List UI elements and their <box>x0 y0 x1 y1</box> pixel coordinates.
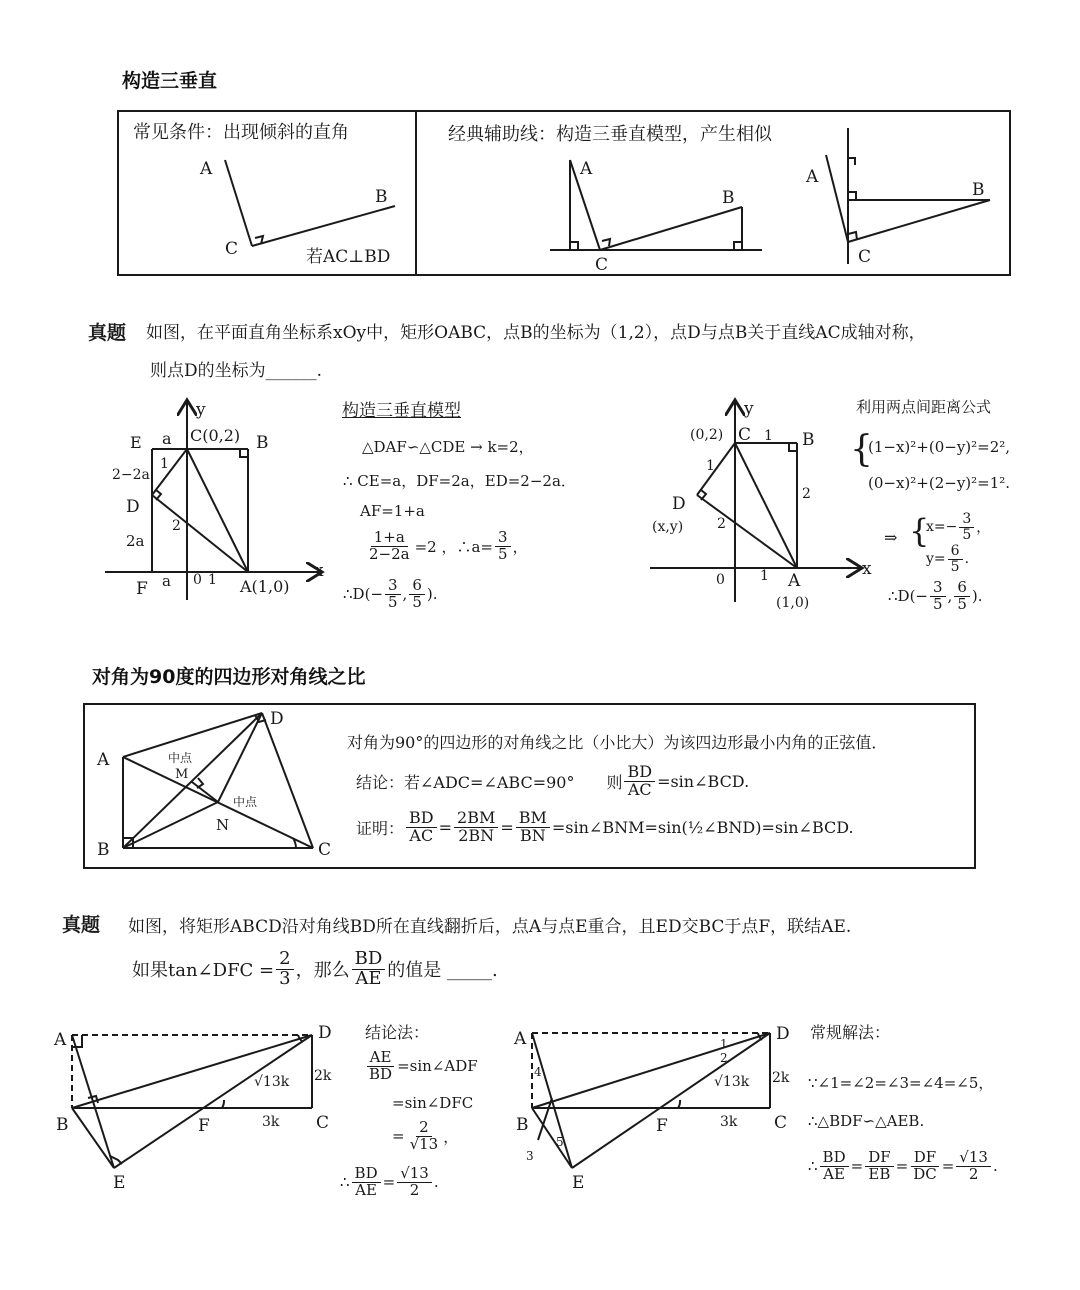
f3-side: 2k <box>314 1068 332 1084</box>
fig2-zero: 0 <box>716 572 725 588</box>
condition-text: 若AC⊥BD <box>306 247 391 267</box>
q-N: N <box>216 816 230 834</box>
fig0-label-A: A <box>200 159 213 179</box>
fig2-C: C <box>738 425 752 445</box>
f3-C: C <box>316 1113 330 1133</box>
fig0-label-C: C <box>225 239 239 259</box>
fig1-F: F <box>136 579 148 599</box>
box-right-text: 经典辅助线：构造三垂直模型，产生相似 <box>448 124 772 145</box>
f3-E: E <box>113 1173 126 1193</box>
problem2-line1: 如图，将矩形ABCD沿对角线BD所在直线翻折后，点A与点E重合，且ED交BC于点F，联结AE. <box>128 917 852 937</box>
fig1s-label-A: A <box>580 159 593 179</box>
problem1-line1: 如图，在平面直角坐标系xOy中，矩形OABC，点B的坐标为（1,2），点D与点B关于直线AC成轴对称， <box>146 323 926 343</box>
method3-heading: 结论法： <box>365 1023 430 1042</box>
fig2s-label-A: A <box>806 167 819 187</box>
f4-D: D <box>776 1024 790 1044</box>
f3-base: 3k <box>262 1114 280 1130</box>
box-left-text: 常见条件：出现倾斜的直角 <box>133 122 349 143</box>
fig2-two: 2 <box>717 516 726 532</box>
method2-ans: ∴D(− $\frac{3}{5}$ , $\frac{6}{5}$ ). <box>888 578 983 613</box>
q-A: A <box>97 750 110 770</box>
q-D: D <box>270 709 284 729</box>
fig2-x: x <box>862 559 872 579</box>
fig2-A: A <box>788 571 801 591</box>
q-mid2: 中点 <box>233 795 258 809</box>
fig2-B: B <box>802 430 815 450</box>
problem1-line2: 则点D的坐标为______. <box>150 361 323 381</box>
fig1-side1: 2−2a <box>112 467 150 483</box>
method4-l1: ∵∠1=∠2=∠3=∠4=∠5， <box>808 1074 994 1092</box>
f4-n3: 3 <box>526 1149 534 1163</box>
section2-conclusion: 结论：若∠ADC=∠ABC=90° 则 $\frac{BD}{AC}$ =sin∠BCD. <box>356 762 750 799</box>
method1-heading: 构造三垂直模型 <box>342 401 461 421</box>
fig1-E: E <box>130 433 142 452</box>
problem1-tag: 真题 <box>88 322 127 344</box>
method2-heading: 利用两点间距离公式 <box>856 398 992 416</box>
method2-sol-x: x=− $\frac{3}{5}$ ， <box>926 511 991 543</box>
f3-hyp: √13k <box>254 1074 290 1090</box>
method2-eq2: (0−x)²+(2−y)²=1². <box>868 474 1011 492</box>
frac-af-ed: $\frac{1+a}{2-2a}$ <box>369 528 410 563</box>
method1-s2: ∴ CE=a，DF=2a，ED=2−2a． <box>343 472 576 490</box>
fig2-y: y <box>744 399 754 419</box>
method3-l3: = $\frac{2}{√13}$ ， <box>392 1118 459 1153</box>
f4-n1: 1 <box>720 1037 728 1051</box>
f3-A: A <box>54 1030 67 1050</box>
fig1-side2: 2a <box>126 532 145 550</box>
f4-F: F <box>656 1116 668 1136</box>
method3-l1: $\frac{AE}{BD}$ =sin∠ADF <box>364 1050 478 1083</box>
f4-C: C <box>774 1113 788 1133</box>
section1-title: 构造三垂直 <box>122 70 218 92</box>
f4-n4: 4 <box>534 1065 542 1079</box>
fig1-one: 1 <box>160 456 169 472</box>
q-M: M <box>175 767 189 782</box>
q-mid1: 中点 <box>168 751 193 765</box>
q-B: B <box>97 840 110 860</box>
method4-l2: ∴△BDF∽△AEB. <box>808 1112 925 1130</box>
fig1s-label-C: C <box>595 255 609 275</box>
method1-s1: △DAF∽△CDE → k=2， <box>362 438 534 456</box>
fig1-a-bottom: a <box>162 572 171 590</box>
frac-a: $\frac{3}{5}$ <box>495 530 511 563</box>
f4-E: E <box>572 1173 585 1193</box>
method1-s3: AF=1+a <box>360 502 425 520</box>
fig2-xy: (x,y) <box>652 519 684 535</box>
q-C: C <box>318 840 332 860</box>
method4-heading: 常规解法： <box>810 1023 891 1042</box>
fig1s-label-B: B <box>722 188 735 208</box>
fig2-D: D <box>672 494 686 514</box>
method1-s5: ∴D(− $\frac{3}{5}$ , $\frac{6}{5}$ ). <box>343 576 438 611</box>
method2-sol-y: y= $\frac{6}{5}$ . <box>926 543 970 575</box>
fig1-y: y <box>196 400 206 420</box>
fig1-two: 2 <box>172 518 181 534</box>
f4-side: 2k <box>772 1070 790 1086</box>
fig2-two-right: 2 <box>802 486 811 502</box>
section2-desc: 对角为90°的四边形的对角线之比（小比大）为该四边形最小内角的正弦值． <box>347 733 888 752</box>
method2-eq1: (1−x)²+(0−y)²=2², <box>868 438 1011 456</box>
fig2-one-x: 1 <box>760 568 769 584</box>
fig2-one-top: 1 <box>764 428 773 444</box>
f3-D: D <box>318 1023 332 1043</box>
f4-A: A <box>514 1029 527 1049</box>
method1-s4: $\frac{1+a}{2-2a}$ =2 ，∴a= $\frac{3}{5}$ ， <box>364 530 528 563</box>
method3-l4: ∴ $\frac{BD}{AE}$ = $\frac{√13}{2}$ . <box>340 1164 439 1199</box>
section2-proof: 证明： $\frac{BD}{AC}$ = $\frac{2BM}{2BN}$ = $\frac{BM}{BN}$ =sin∠BNM=sin(½∠BND)=sin∠BCD. <box>356 808 854 845</box>
fig2-c02: (0,2) <box>690 427 724 443</box>
fig1-A: A(1,0) <box>240 577 290 596</box>
f3-B: B <box>56 1115 69 1135</box>
f4-n5: 5 <box>556 1135 564 1149</box>
fig1-x: x <box>314 561 324 581</box>
method4-l3: ∴ $\frac{BD}{AE}$ = $\frac{DF}{EB}$ = $\frac{DF}{DC}$ = $\frac{√13}{2}$ . <box>808 1148 998 1183</box>
brace-2: { <box>909 512 930 550</box>
fig0-label-B: B <box>375 187 388 207</box>
f4-base: 3k <box>720 1114 738 1130</box>
fig2-one: 1 <box>706 458 715 474</box>
method3-l2: =sin∠DFC <box>392 1094 474 1112</box>
fig1-D: D <box>126 497 140 517</box>
fig2s-label-C: C <box>858 247 872 267</box>
fig2s-label-B: B <box>972 180 985 200</box>
fig1-B: B <box>256 433 269 453</box>
method2-implies: ⇒ <box>884 528 898 547</box>
problem2-tag: 真题 <box>62 914 101 936</box>
f4-hyp: √13k <box>714 1074 750 1090</box>
brace-1: { <box>850 429 873 470</box>
fig1-one-x: 1 <box>208 572 217 588</box>
f4-n2: 2 <box>720 1051 728 1065</box>
problem2-line2: 如果tan∠DFC = $\frac{2}{3}$ ，那么 $\frac{BD}{AE}$ 的值是 _____. <box>132 948 498 989</box>
fig1-zero: 0 <box>193 572 202 588</box>
f4-B: B <box>516 1115 529 1135</box>
fig1-C: C(0,2) <box>190 426 241 445</box>
section2-title: 对角为90度的四边形对角线之比 <box>92 666 366 688</box>
f3-F: F <box>198 1116 210 1136</box>
fig1-a-top: a <box>162 429 172 448</box>
fig2-a10: (1,0) <box>776 595 810 611</box>
